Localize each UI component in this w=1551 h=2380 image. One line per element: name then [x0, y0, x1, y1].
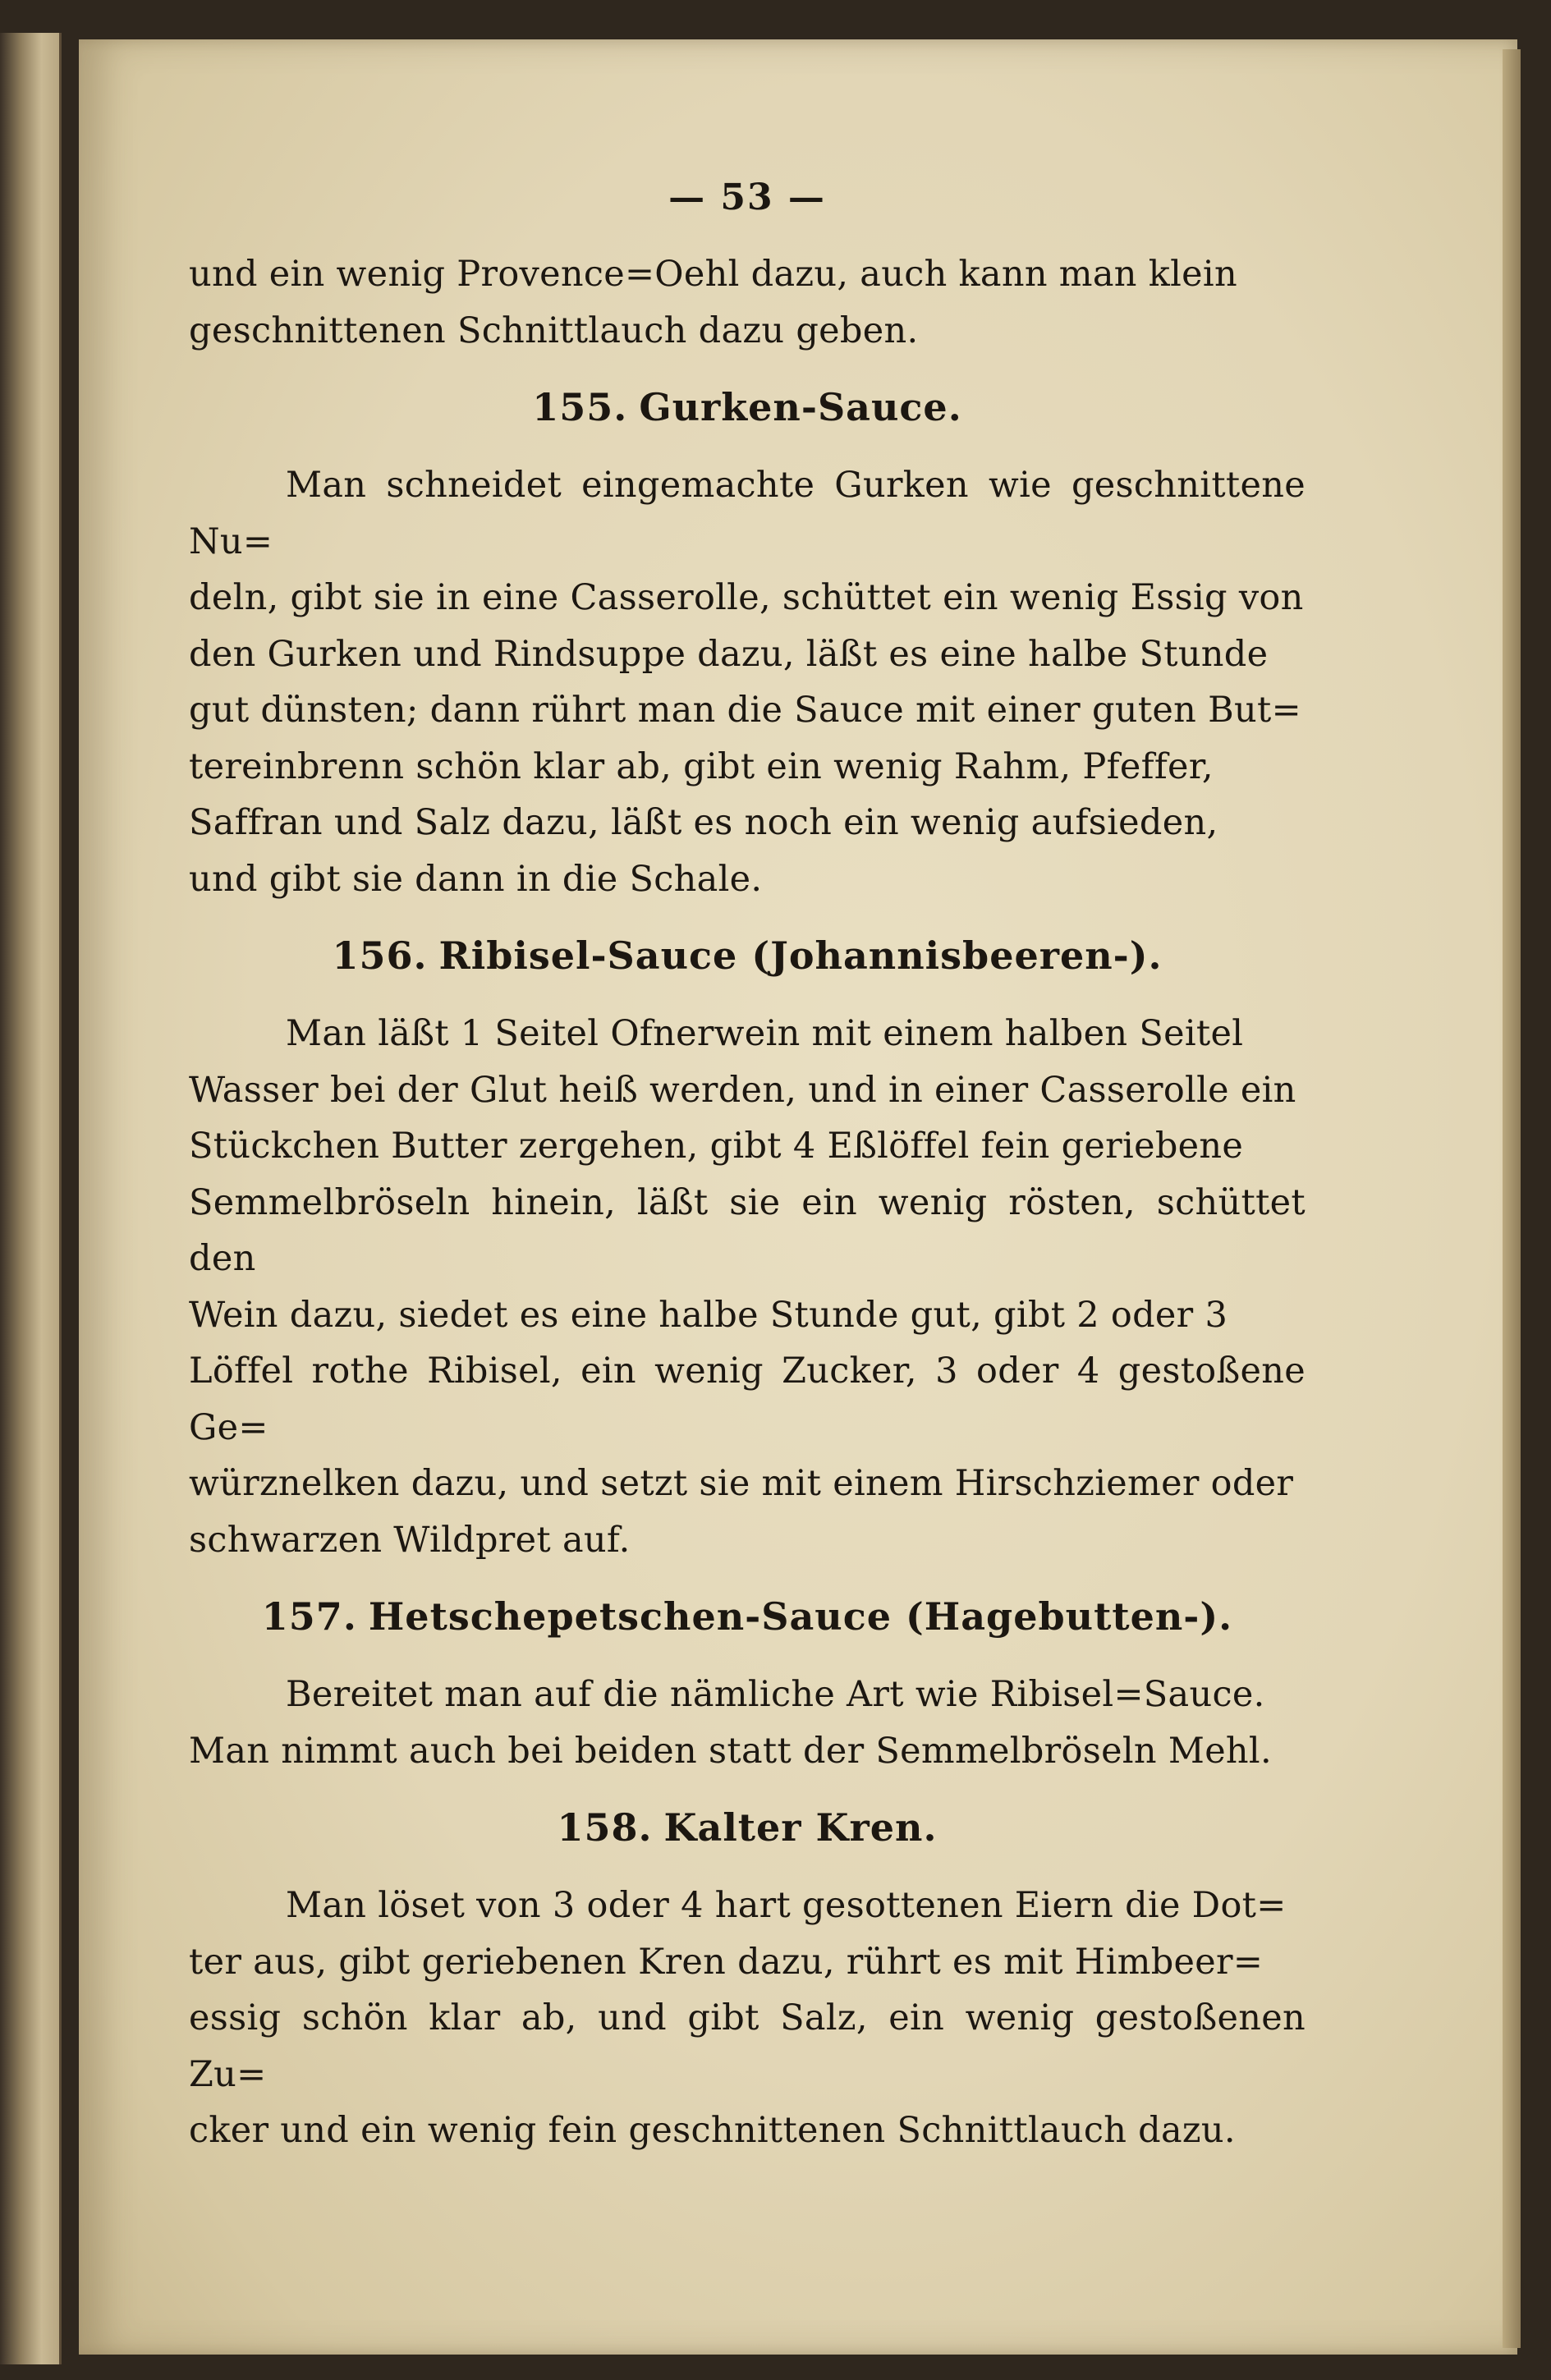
recipe-title: Gurken-Sauce.	[639, 385, 962, 429]
text-line: ter aus, gibt geriebenen Kren dazu, rührt es mit Himbeer=	[189, 1941, 1264, 1983]
recipe-body-158	[189, 1878, 1306, 2159]
text-line: Wein dazu, siedet es eine halbe Stunde gut, gibt 2 oder 3	[189, 1294, 1228, 1336]
text-line: Löffel rothe Ribisel, ein wenig Zucker, 3 oder 4 gestoßene Ge=	[189, 1351, 1306, 1448]
text-line: Wasser bei der Glut heiß werden, und in einer Casserolle ein	[189, 1069, 1296, 1111]
text-line: Saffran und Salz dazu, läßt es noch ein wenig aufsieden,	[189, 802, 1218, 843]
text-line: Stückchen Butter zergehen, gibt 4 Eßlöffel fein geriebene	[189, 1126, 1244, 1167]
facing-page-edge	[0, 33, 62, 2364]
recipe-title: Hetschepetschen-Sauce (Hagebutten-).	[368, 1594, 1233, 1639]
recipe-body-156	[189, 1006, 1306, 1568]
recipe-body-157	[189, 1667, 1306, 1779]
recipe-heading-158	[189, 1805, 1306, 1850]
recipe-title: Kalter Kren.	[663, 1805, 938, 1850]
text-line: tereinbrenn schön klar ab, gibt ein wenig Rahm, Pfeffer,	[189, 745, 1214, 787]
text-line: Man schneidet eingemachte Gurken wie geschnittene Nu=	[189, 465, 1306, 562]
text-line: Man nimmt auch bei beiden statt der Semmelbröseln Mehl.	[189, 1730, 1272, 1772]
intro-paragraph	[189, 246, 1306, 359]
page-fore-edge	[1503, 49, 1521, 2348]
text-line: und gibt sie dann in die Schale.	[189, 858, 763, 900]
text-line: würznelken dazu, und setzt sie mit einem Hirschziemer oder	[189, 1463, 1294, 1504]
page-number: — 53 —	[668, 177, 826, 218]
recipe-heading-156	[189, 933, 1306, 978]
text-line: Semmelbröseln hinein, läßt sie ein wenig rösten, schüttet den	[189, 1181, 1306, 1279]
recipe-body-155	[189, 457, 1306, 907]
recipe-number: 156.	[332, 933, 428, 978]
recipe-heading-157	[189, 1594, 1306, 1639]
text-line: schwarzen Wildpret auf.	[189, 1519, 631, 1561]
recipe-heading-155	[189, 385, 1306, 429]
text-line: den Gurken und Rindsuppe dazu, läßt es eine halbe Stunde	[189, 633, 1269, 675]
text-line: und ein wenig Provence=Oehl dazu, auch kann man klein	[189, 254, 1237, 295]
text-line: cker und ein wenig fein geschnittenen Schnittlauch dazu.	[189, 2110, 1236, 2151]
page-text	[189, 177, 1306, 2159]
text-line: gut dünsten; dann rührt man die Sauce mit einer guten But=	[189, 690, 1301, 731]
recipe-number: 155.	[532, 385, 628, 429]
recipe-number: 157.	[261, 1594, 357, 1639]
text-line: geschnittenen Schnittlauch dazu geben.	[189, 310, 919, 351]
text-line: essig schön klar ab, und gibt Salz, ein wenig gestoßenen Zu=	[189, 1997, 1306, 2095]
text-line: Man läßt 1 Seitel Ofnerwein mit einem halben Seitel	[286, 1013, 1244, 1054]
text-line: deln, gibt sie in eine Casserolle, schüttet ein wenig Essig von	[189, 577, 1304, 618]
recipe-number: 158.	[557, 1805, 653, 1850]
text-line: Man löset von 3 oder 4 hart gesottenen Eiern die Dot=	[286, 1885, 1287, 1926]
text-line: Bereitet man auf die nämliche Art wie Ribisel=Sauce.	[286, 1674, 1265, 1715]
recipe-title: Ribisel-Sauce (Johannisbeeren-).	[438, 933, 1163, 978]
